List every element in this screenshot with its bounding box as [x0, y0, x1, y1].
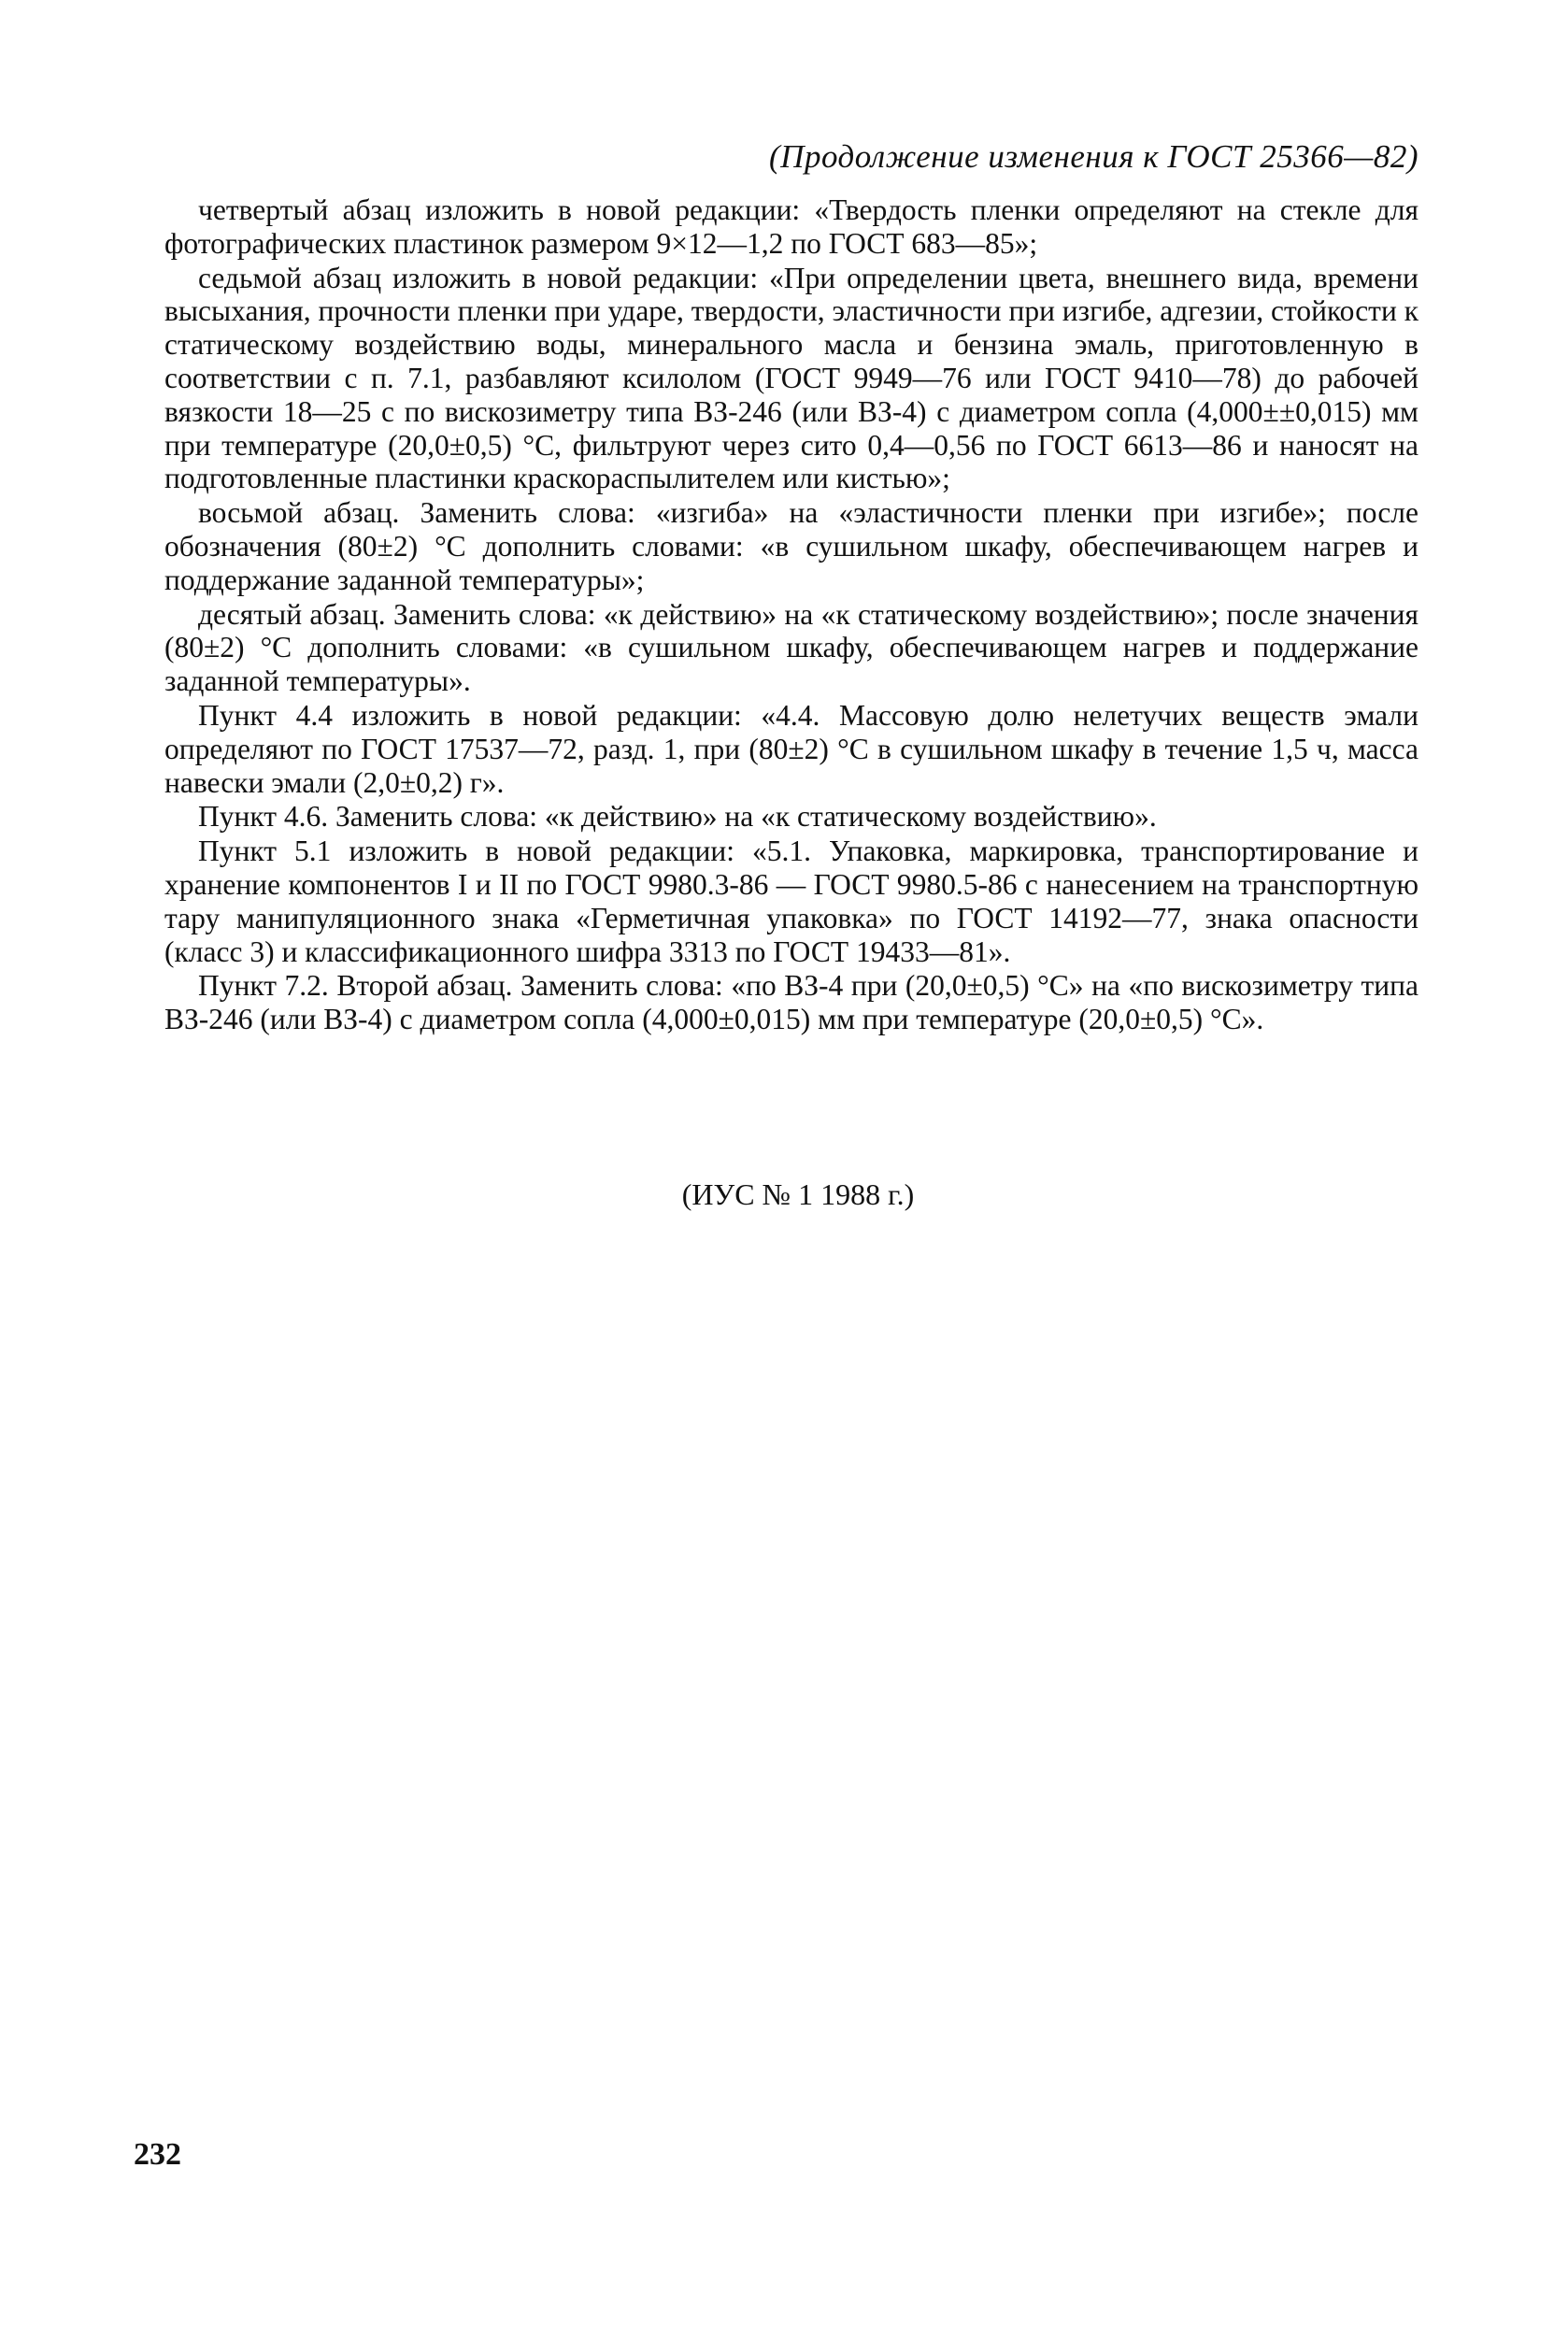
page-number: 232	[134, 2137, 181, 2172]
ius-reference: (ИУС № 1 1988 г.)	[681, 1177, 915, 1211]
paragraph-punkt-4-4: Пункт 4.4 изложить в новой редакции: «4.4. Массовую долю нелетучих веществ эмали определяют по ГОСТ 17537—72, разд. 1, при (80±2) °С в сушильном шкафу в течение 1,5 ч, масса навески эмали (2,0±0,2) г».	[164, 698, 1418, 799]
paragraph-fourth-abzac: четвертый абзац изложить в новой редакции: «Твердость пленки определяют на стекле для фотографических пластинок размером 9×12—1,2 по ГОСТ 683—85»;	[164, 193, 1418, 260]
paragraph-punkt-4-6: Пункт 4.6. Заменить слова: «к действию» на «к статическому воздействию».	[198, 800, 1157, 834]
paragraph-eighth-abzac: восьмой абзац. Заменить слова: «изгиба» на «эластичности пленки при изгибе»; после обозначения (80±2) °С дополнить словами: «в сушильном шкафу, обеспечивающем нагрев и поддержание заданной температуры»;	[164, 496, 1418, 596]
paragraph-punkt-5-1: Пункт 5.1 изложить в новой редакции: «5.1. Упаковка, маркировка, транспортирование и хранение компонентов I и II по ГОСТ 9980.3-86 — ГОСТ 9980.5-86 с нанесением на транспортную тару манипуляционного знака «Герметичная упаковка» по ГОСТ 14192—77, знака опасности (класс 3) и классификационного шифра 3313 по ГОСТ 19433—81».	[164, 834, 1418, 968]
paragraph-seventh-abzac: седьмой абзац изложить в новой редакции: «При определении цвета, внешнего вида, времени высыхания, прочности пленки при ударе, твердости, эластичности при изгибе, адгезии, стойкости к статическому воздействию воды, минерального масла и бензина эмаль, приготовленную в соответствии с п. 7.1, разбавляют ксилолом (ГОСТ 9949—76 или ГОСТ 9410—78) до рабочей вязкости 18—25 с по вискозиметру типа ВЗ-246 (или ВЗ-4) с диаметром сопла (4,000±±0,015) мм при температуре (20,0±0,5) °С, фильтруют через сито 0,4—0,56 по ГОСТ 6613—86 и наносят на подготовленные пластинки краскораспылителем или кистью»;	[164, 261, 1418, 495]
amendment-text	[164, 193, 1418, 1036]
paragraph-tenth-abzac: десятый абзац. Заменить слова: «к действию» на «к статическому воздействию»; после значения (80±2) °С дополнить словами: «в сушильном шкафу, обеспечивающем нагрев и поддержание заданной температуры».	[164, 597, 1418, 698]
paragraph-punkt-7-2: Пункт 7.2. Второй абзац. Заменить слова: «по ВЗ-4 при (20,0±0,5) °С» на «по вискозиметру типа ВЗ-246 (или ВЗ-4) с диаметром сопла (4,000±0,015) мм при температуре (20,0±0,5) °С».	[164, 969, 1418, 1036]
continuation-header: (Продолжение изменения к ГОСТ 25366—82)	[769, 138, 1418, 175]
